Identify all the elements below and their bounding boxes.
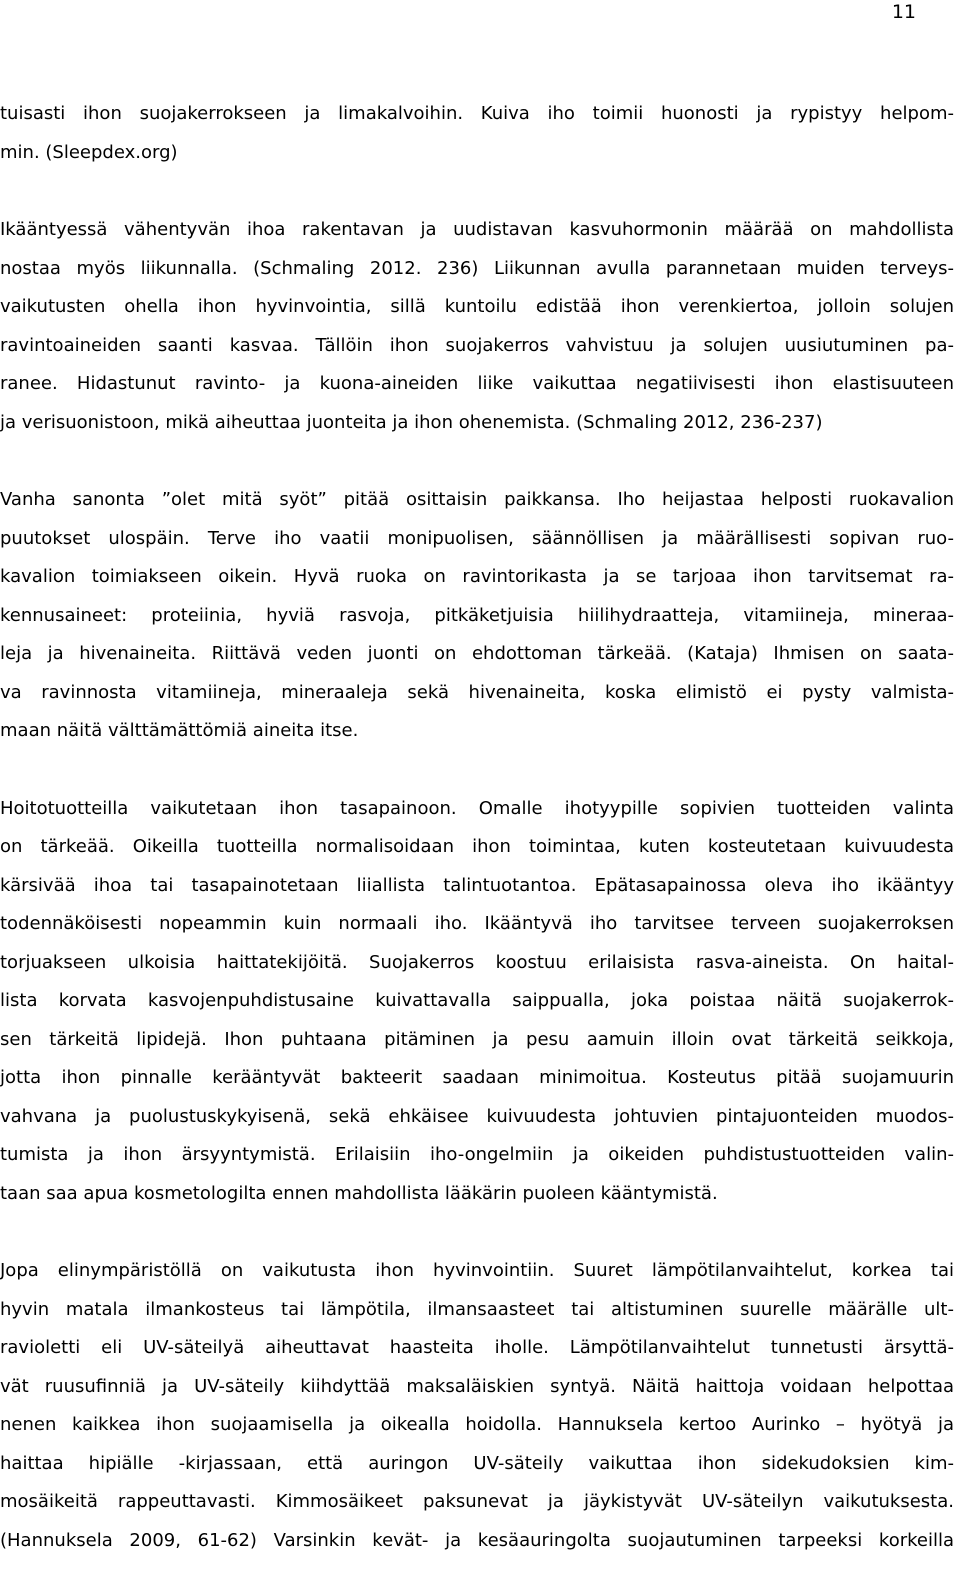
text-line: vaikutusten ohella ihon hyvinvointia, sillä kuntoilu edistää ihon verenkiertoa, jolloin solujen xyxy=(0,296,954,317)
text-line: Ikääntyessä vähentyvän ihoa rakentavan ja uudistavan kasvuhormonin määrää on mahdollista xyxy=(0,219,954,240)
text-line: jotta ihon pinnalle kerääntyvät bakteerit saadaan minimoitua. Kosteutus pitää suojamuurin xyxy=(0,1067,954,1088)
text-line: ravioletti eli UV-säteilyä aiheuttavat haasteita iholle. Lämpötilanvaihtelut tunnetusti ärsyttä- xyxy=(0,1337,954,1358)
text-line: mosäikeitä rappeuttavasti. Kimmosäikeet paksunevat ja jäykistyvät UV-säteilyn vaikutuksesta. xyxy=(0,1491,954,1512)
text-line: ravintoaineiden saanti kasvaa. Tällöin ihon suojakerros vahvistuu ja solujen uusiutuminen pa- xyxy=(0,334,954,356)
text-line: maan näitä välttämättömiä aineita itse. xyxy=(0,720,359,741)
text-line: haittaa hipiälle -kirjassaan, että auringon UV-säteily vaikuttaa ihon sidekudoksien kim- xyxy=(0,1452,954,1474)
text-line: ranee. Hidastunut ravinto- ja kuona-aineiden liike vaikuttaa negatiivisesti ihon elastisuuteen xyxy=(0,373,954,394)
text-line: nenen kaikkea ihon suojaamisella ja oikealla hoidolla. Hannuksela kertoo Aurinko – hyötyä ja xyxy=(0,1414,954,1435)
text-line: kennusaineet: proteiinia, hyviä rasvoja, pitkäketjuisia hiilihydraatteja, vitamiineja, mineraa- xyxy=(0,604,954,626)
text-line: kärsivää ihoa tai tasapainotetaan liiallista talintuotantoa. Epätasapainossa oleva iho ikääntyy xyxy=(0,874,954,896)
text-line: Hoitotuotteilla vaikutetaan ihon tasapainoon. Omalle ihotyypille sopivien tuotteiden valinta xyxy=(0,797,954,819)
text-line: Jopa elinympäristöllä on vaikutusta ihon hyvinvointiin. Suuret lämpötilanvaihtelut, korkea tai xyxy=(0,1260,954,1281)
text-line: tumista ja ihon ärsyyntymistä. Erilaisiin iho-ongelmiin ja oikeiden puhdistustuotteiden valin- xyxy=(0,1144,954,1165)
text-line: (Hannuksela 2009, 61-62) Varsinkin kevät- ja kesäauringolta suojautuminen tarpeeksi korkeilla xyxy=(0,1529,954,1551)
text-line: sen tärkeitä lipidejä. Ihon puhtaana pitäminen ja pesu aamuin illoin ovat tärkeitä seikkoja, xyxy=(0,1028,954,1050)
text-line: on tärkeää. Oikeilla tuotteilla normalisoidaan ihon toimintaa, kuten kosteutetaan kuivuudesta xyxy=(0,836,954,857)
text-line: Vanha sanonta ”olet mitä syöt” pitää osittaisin paikkansa. Iho heijastaa helposti ruokavalion xyxy=(0,489,954,510)
text-line: hyvin matala ilmankosteus tai lämpötila, ilmansaasteet tai altistuminen suurelle määrälle ult- xyxy=(0,1298,954,1320)
text-line: todennäköisesti nopeammin kuin normaali iho. Ikääntyvä iho tarvitsee terveen suojakerroksen xyxy=(0,913,954,934)
text-line: kavalion toimiakseen oikein. Hyvä ruoka on ravintorikasta ja se tarjoaa ihon tarvitsemat ra- xyxy=(0,566,954,587)
text-line: vät ruusufinniä ja UV-säteily kiihdyttää maksaläiskien syntyä. Näitä haittoja voidaan helpottaa xyxy=(0,1375,954,1397)
document-body xyxy=(0,95,954,1560)
text-line: vahvana ja puolustuskykyisenä, sekä ehkäisee kuivuudesta johtuvien pintajuonteiden muodos- xyxy=(0,1105,954,1127)
text-line: puutokset ulospäin. Terve iho vaatii monipuolisen, säännöllisen ja määrällisesti sopivan ruo- xyxy=(0,527,954,549)
text-line: torjuakseen ulkoisia haittatekijöitä. Suojakerros koostuu erilaisista rasva-aineista. On haital- xyxy=(0,951,954,973)
paragraph xyxy=(0,1252,954,1560)
paragraph xyxy=(0,481,954,751)
text-line: tuisasti ihon suojakerrokseen ja limakalvoihin. Kuiva iho toimii huonosti ja rypistyy helpom- xyxy=(0,103,954,124)
text-line: min. (Sleepdex.org) xyxy=(0,141,178,163)
text-line: lista korvata kasvojenpuhdistusaine kuivattavalla saippualla, joka poistaa näitä suojakerrok- xyxy=(0,990,954,1011)
paragraph xyxy=(0,211,954,442)
text-line: ja verisuonistoon, mikä aiheuttaa juonteita ja ihon ohenemista. (Schmaling 2012, 236-237) xyxy=(0,411,823,433)
text-line: va ravinnosta vitamiineja, mineraaleja sekä hivenaineita, koska elimistö ei pysty valmista- xyxy=(0,681,954,703)
text-line: taan saa apua kosmetologilta ennen mahdollista lääkärin puoleen kääntymistä. xyxy=(0,1182,718,1204)
page-number: 11 xyxy=(891,1,916,23)
paragraph xyxy=(0,95,954,172)
text-line: leja ja hivenaineita. Riittävä veden juonti on ehdottoman tärkeää. (Kataja) Ihmisen on saata- xyxy=(0,643,954,664)
text-line: nostaa myös liikunnalla. (Schmaling 2012. 236) Liikunnan avulla parannetaan muiden terveys- xyxy=(0,257,954,279)
paragraph xyxy=(0,790,954,1214)
